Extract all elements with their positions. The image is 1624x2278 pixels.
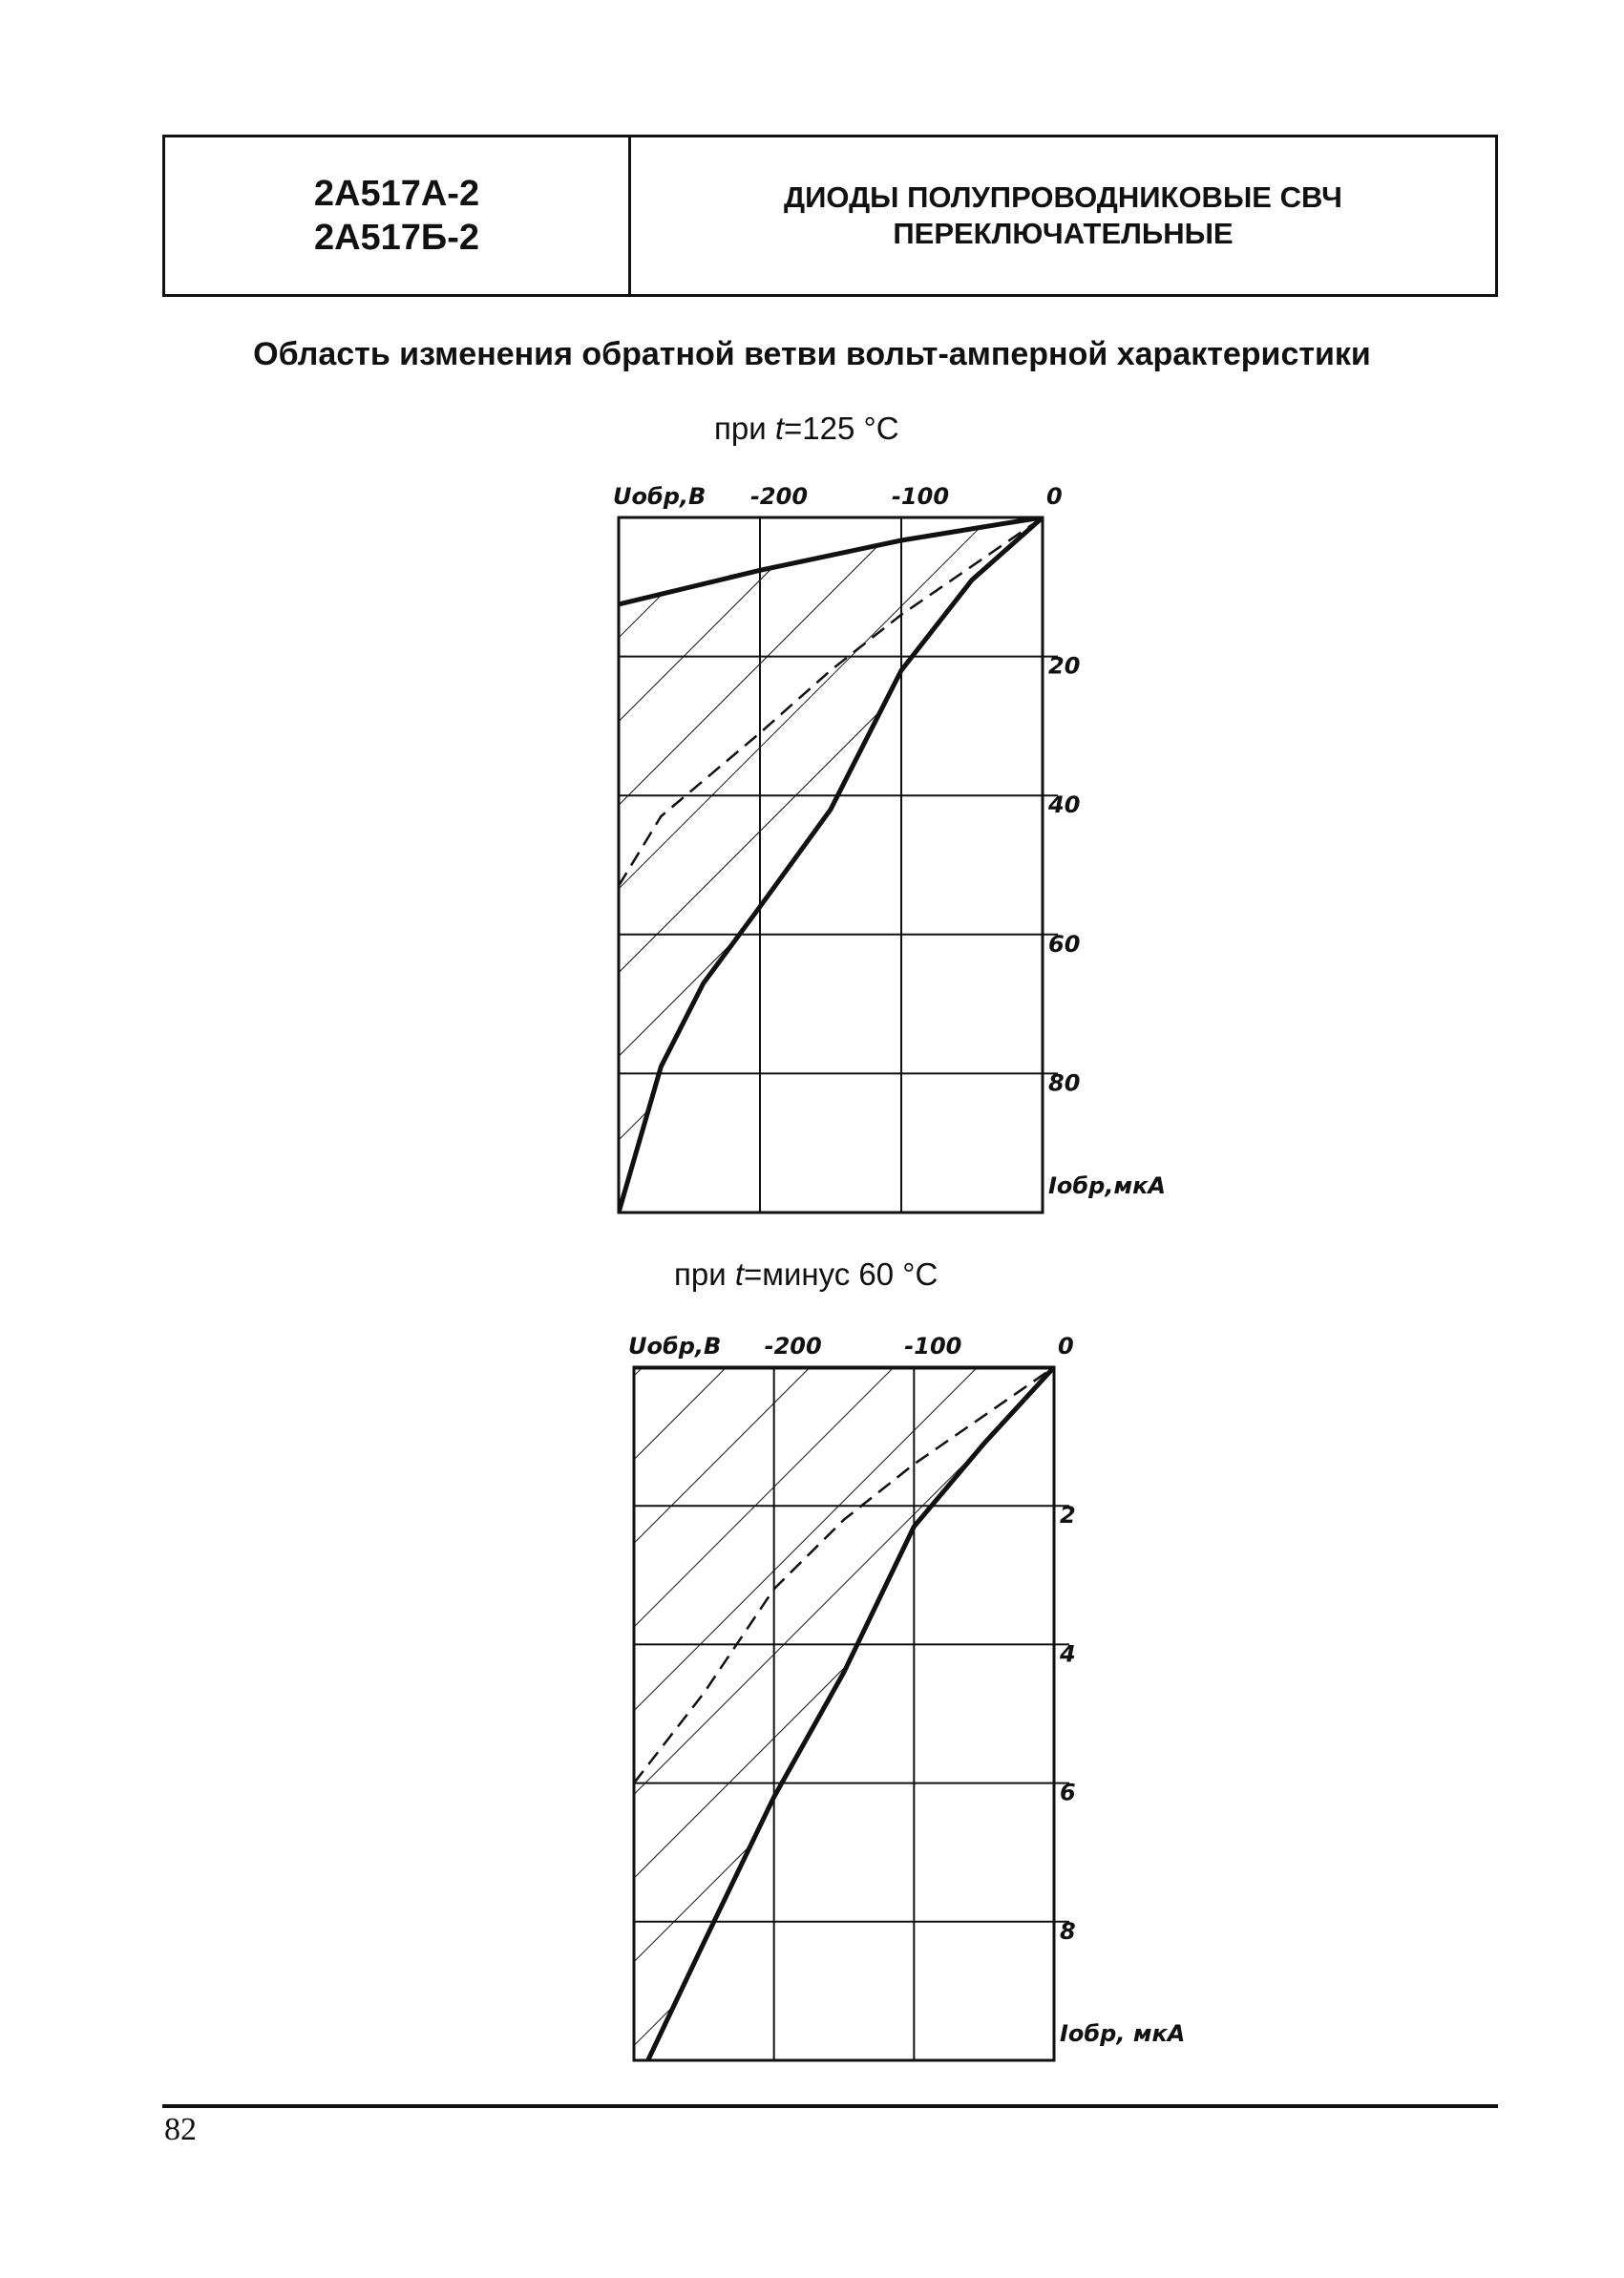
y-tick-label: 80 xyxy=(1048,1069,1081,1097)
hatched-region xyxy=(619,517,1043,1213)
chart-2-subtitle-suffix: =минус 60 °C xyxy=(744,1256,939,1292)
y-tick-label: 8 xyxy=(1060,1917,1076,1945)
device-code-2: 2А517Б-2 xyxy=(313,218,480,258)
chart-2-subtitle-var: t xyxy=(734,1256,744,1292)
chart-minus60c xyxy=(628,1333,1185,2060)
page-number: 82 xyxy=(164,2112,197,2147)
y-tick-label: 60 xyxy=(1048,930,1081,958)
footer-rule xyxy=(162,2104,1498,2108)
page-title: Область изменения обратной ветви вольт-амперной характеристики xyxy=(253,336,1371,372)
chart-2-subtitle-prefix: при xyxy=(674,1256,735,1292)
x-tick-label: 0 xyxy=(1046,483,1063,510)
y-axis-label: Iобр,мкА xyxy=(1048,1172,1166,1199)
y-tick-label: 2 xyxy=(1060,1502,1076,1529)
x-tick-label: -100 xyxy=(904,1333,962,1360)
x-tick-label: -100 xyxy=(891,483,950,510)
chart-1-subtitle-prefix: при xyxy=(714,411,775,446)
x-tick-label: 0 xyxy=(1058,1333,1074,1360)
x-tick-label: -200 xyxy=(749,483,809,510)
y-tick-label: 20 xyxy=(1048,652,1081,680)
x-tick-label: -200 xyxy=(764,1333,822,1360)
y-axis-label: Iобр, мкА xyxy=(1060,2020,1186,2047)
y-tick-label: 6 xyxy=(1060,1779,1076,1806)
chart-1-subtitle-var: t xyxy=(774,411,784,446)
chart-125c xyxy=(613,483,1166,1213)
device-code-1: 2А517А-2 xyxy=(313,174,480,214)
chart-1-subtitle-suffix: =125 °C xyxy=(784,411,899,446)
x-axis-label: Uобр,В xyxy=(628,1333,722,1360)
device-title-line-2: ПЕРЕКЛЮЧАТЕЛЬНЫЕ xyxy=(893,217,1234,250)
device-title-line-1: ДИОДЫ ПОЛУПРОВОДНИКОВЫЕ СВЧ xyxy=(784,180,1342,214)
y-tick-label: 4 xyxy=(1060,1640,1076,1668)
y-tick-label: 40 xyxy=(1048,791,1081,819)
x-axis-label: Uобр,В xyxy=(613,483,707,510)
